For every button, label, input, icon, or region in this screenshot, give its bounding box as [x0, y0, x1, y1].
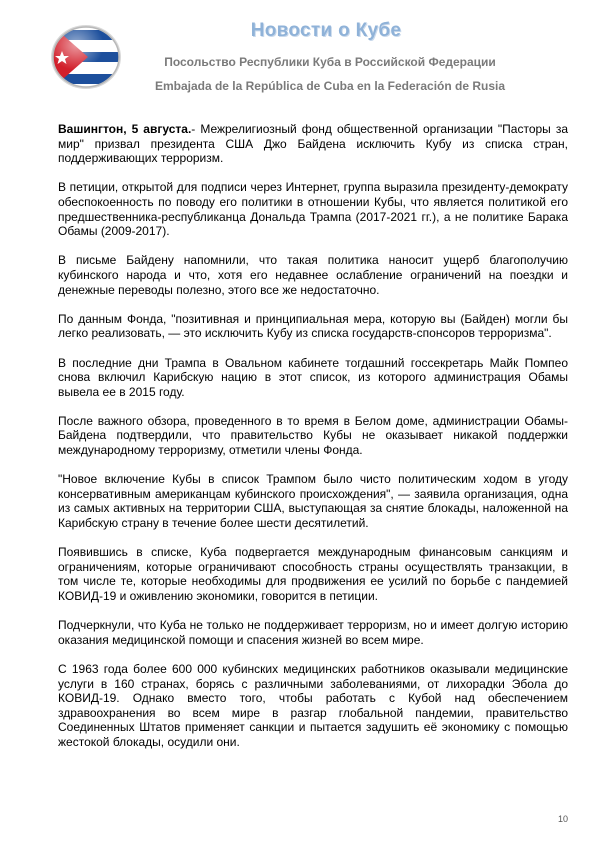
brand-title: Новости о Кубе [250, 20, 402, 41]
embassy-name-russian: Посольство Республики Куба в Российской Федерации [164, 55, 496, 69]
article-paragraph: В последние дни Трампа в Овальном кабинете тогдашний госсекретарь Майк Помпео снова включил Карибскую нацию в этот список, из которого администрация Обамы вывела ее в 2015 году. [58, 355, 568, 399]
article-paragraph: С 1963 года более 600 000 кубинских медицинских работников оказывали медицинские услуги в 160 странах, борясь с различными заболеваниями, от лихорадки Эбола до КОВИД-19. Однако вместо того, чтобы работать с Кубой над обеспечением здравоохранения во всем мире в разгар глобальной пандемии, правительство Соединенных Штатов применяет санкции и пытается задушить её экономику с помощью жестокой блокады, осудили они. [58, 661, 568, 749]
article-paragraph: В петиции, открытой для подписи через Интернет, группа выразила президенту-демократу обеспокоенность по поводу его политики в отношении Кубы, что является политикой его предшественника-республиканца Дональда Трампа (2017-2021 гг.), а не политике Барака Обамы (2009-2017). [58, 180, 568, 239]
article-dateline: Вашингтон, 5 августа. [58, 122, 192, 136]
article-lead-paragraph [58, 122, 568, 166]
article-body [58, 122, 568, 750]
article-paragraph: Подчеркнули, что Куба не только не поддерживает терроризм, но и имеет долгую историю оказания медицинской помощи и спасения жизней во всем мире. [58, 618, 568, 647]
page-number: 10 [557, 814, 568, 824]
page-header [0, 0, 612, 110]
article-paragraph: После важного обзора, проведенного в то время в Белом доме, администрации Обамы-Байдена подтвердили, что правительство Кубы не оказывает никакой поддержки международному терроризму, отметили члены Фонда. [58, 413, 568, 458]
embassy-name-spanish: Embajada de la República de Cuba en la Federación de Rusia [154, 79, 506, 93]
article-paragraph: В письме Байдену напомнили, что такая политика наносит ущерб благополучию кубинского народа и что, хотя его недавнее ослабление ограничений на поездки и денежные переводы полезно, этого все же недостаточно. [58, 253, 568, 297]
article-paragraph: По данным Фонда, "позитивная и принципиальная мера, которую вы (Байден) могли бы легко реализовать, — это исключить Кубу из списка государств-спонсоров терроризма". [58, 311, 568, 341]
article-lead-text: - Межрелигиозный фонд общественной организации "Пасторы за мир" призвал президента США Джо Байдена исключить Кубу из списка стран, поддерживающих терроризм. [58, 122, 569, 166]
article-paragraph: Появившись в списке, Куба подвергается международным финансовым санкциям и ограничениям, которые ограничивают способность страны осуществлять транзакции, в том числе те, которые необходимы для продвижения ее усилий по борьбе с пандемией КОВИД-19 и оживлению экономики, говорится в петиции. [58, 545, 568, 603]
article-paragraph: "Новое включение Кубы в список Трампом было чисто политическим ходом в угоду консервативным американцам кубинского происхождения", — заявила организация, одна из самых активных на территории США, выступающая за снятие блокады, наложенной на Карибскую страну в течение более шести десятилетий. [58, 472, 568, 531]
